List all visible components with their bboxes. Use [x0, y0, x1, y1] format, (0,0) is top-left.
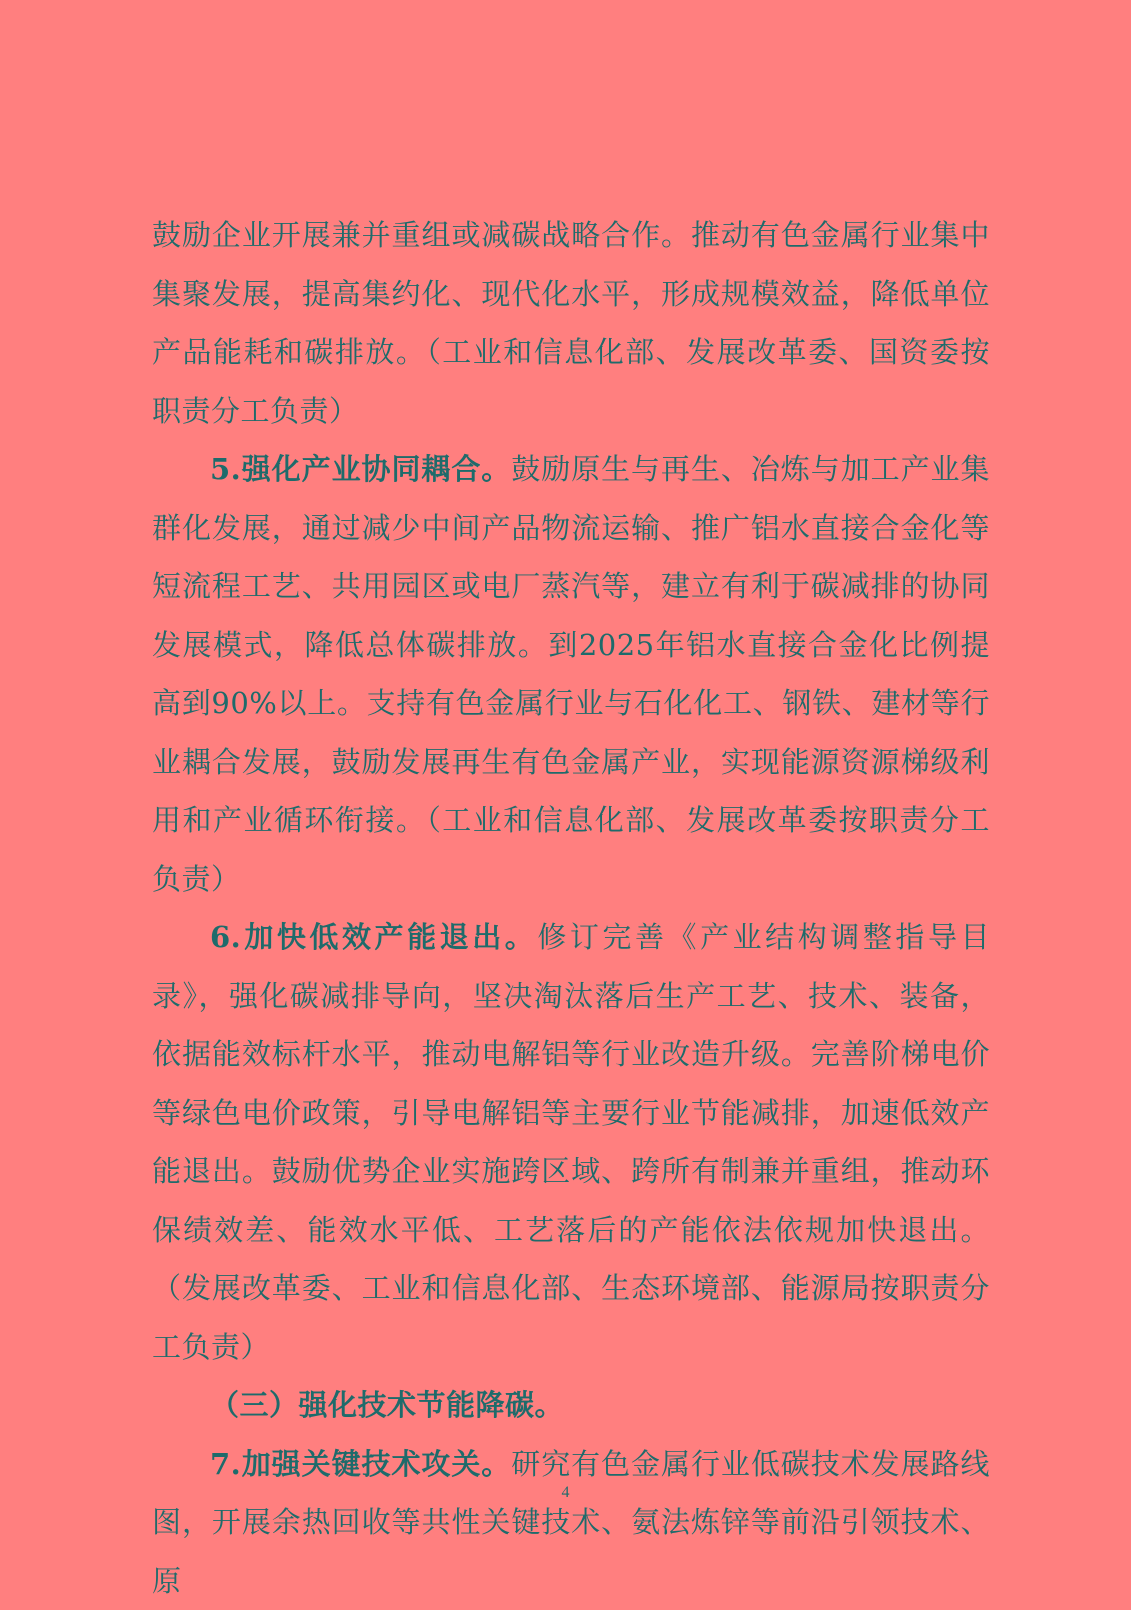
item-heading: 6.加快低效产能退出。	[210, 920, 537, 954]
paragraph-text: 修订完善《产业结构调整指导目录》，强化碳减排导向，坚决淘汰落后生产工艺、技术、装备，依据能效标杆水平，推动电解铝等行业改造升级。完善阶梯电价等绿色电价政策，引导电解铝等主要行业节能减排，加速低效产能退出。鼓励优势企业实施跨区域、跨所有制兼并重组，推动环保绩效差、能效水平低、工艺落后的产能依法依规加快退出。（发展改革委、工业和信息化部、生态环境部、能源局按职责分工负责）	[152, 920, 990, 1364]
paragraph-continuation	[152, 206, 990, 440]
paragraph-text: 鼓励原生与再生、冶炼与加工产业集群化发展，通过减少中间产品物流运输、推广铝水直接合金化等短流程工艺、共用园区或电厂蒸汽等，建立有利于碳减排的协同发展模式，降低总体碳排放。到2025年铝水直接合金化比例提高到90%以上。支持有色金属行业与石化化工、钢铁、建材等行业耦合发展，鼓励发展再生有色金属产业，实现能源资源梯级利用和产业循环衔接。（工业和信息化部、发展改革委按职责分工负责）	[152, 452, 990, 896]
item-heading: 5.强化产业协同耦合。	[210, 452, 511, 486]
item-heading: 7.加强关键技术攻关。	[210, 1447, 511, 1481]
paragraph-item-5	[152, 440, 990, 908]
paragraph-text: 研究有色金属行业低碳技术发展路线图，开展余热回收等共性关键技术、氨法炼锌等前沿引领技术、原	[152, 1447, 990, 1598]
paragraph-item-7	[152, 1435, 990, 1610]
page-number: 4	[0, 1484, 1131, 1502]
document-body	[152, 206, 990, 1610]
paragraph-item-6	[152, 908, 990, 1376]
paragraph-text: 鼓励企业开展兼并重组或减碳战略合作。推动有色金属行业集中集聚发展，提高集约化、现代化水平，形成规模效益，降低单位产品能耗和碳排放。（工业和信息化部、发展改革委、国资委按职责分工负责）	[152, 218, 990, 428]
section-heading: （三）强化技术节能降碳。	[152, 1376, 990, 1435]
